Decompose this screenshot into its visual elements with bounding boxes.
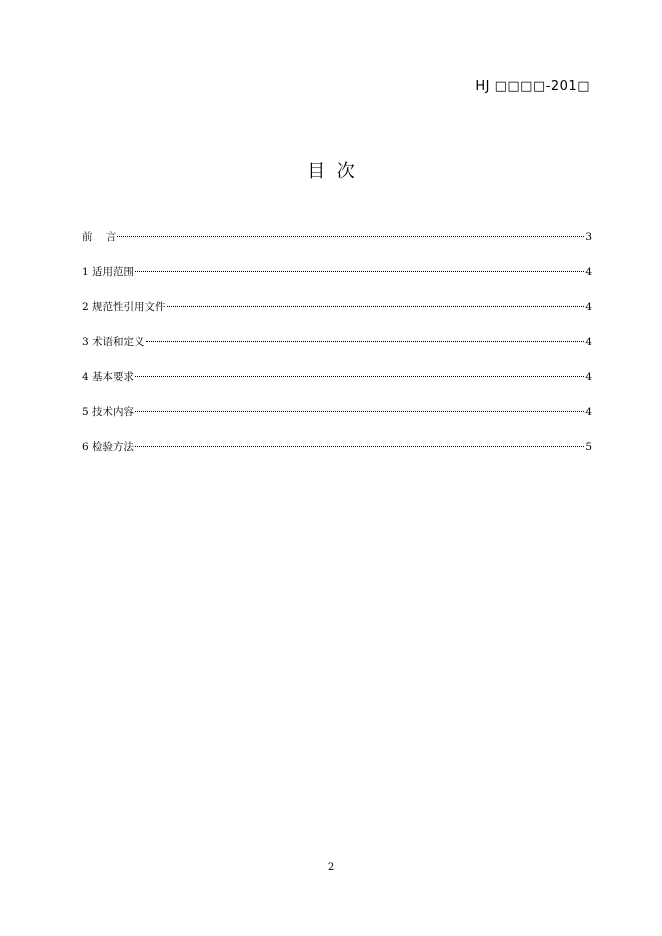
toc-dot-leader	[135, 446, 584, 447]
page-number: 2	[327, 862, 335, 873]
toc-entry-page: 4	[585, 406, 592, 418]
toc-entry-label: 前 言	[82, 231, 117, 243]
toc-entry-label: 4 基本要求	[82, 371, 135, 383]
toc-entry-foreword[interactable]	[82, 230, 592, 265]
toc-entry-label: 6 检验方法	[82, 441, 135, 453]
standard-code: HJ □□□□-201□	[475, 79, 590, 94]
toc-entry-page: 4	[585, 266, 592, 278]
toc-dot-leader	[135, 411, 584, 412]
toc-entry-page: 4	[585, 336, 592, 348]
toc-entry-page: 5	[585, 441, 592, 453]
toc-entry-scope[interactable]	[82, 265, 592, 300]
toc-entry-page: 3	[585, 231, 592, 243]
toc-entry-page: 4	[585, 371, 592, 383]
toc-entry-normative-references[interactable]	[82, 300, 592, 335]
table-of-contents	[82, 230, 592, 475]
toc-entry-test-methods[interactable]	[82, 440, 592, 475]
toc-entry-label: 2 规范性引用文件	[82, 301, 166, 313]
toc-title: 目 次	[307, 161, 355, 182]
toc-entry-terms-definitions[interactable]	[82, 335, 592, 370]
toc-dot-leader	[167, 306, 585, 307]
toc-dot-leader	[135, 271, 584, 272]
toc-dot-leader	[146, 341, 585, 342]
toc-entry-basic-requirements[interactable]	[82, 370, 592, 405]
toc-entry-label: 5 技术内容	[82, 406, 135, 418]
toc-entry-page: 4	[585, 301, 592, 313]
toc-dot-leader	[135, 376, 584, 377]
toc-dot-leader	[117, 236, 584, 237]
toc-entry-technical-content[interactable]	[82, 405, 592, 440]
toc-entry-label: 3 术语和定义	[82, 336, 145, 348]
toc-entry-label: 1 适用范围	[82, 266, 135, 278]
